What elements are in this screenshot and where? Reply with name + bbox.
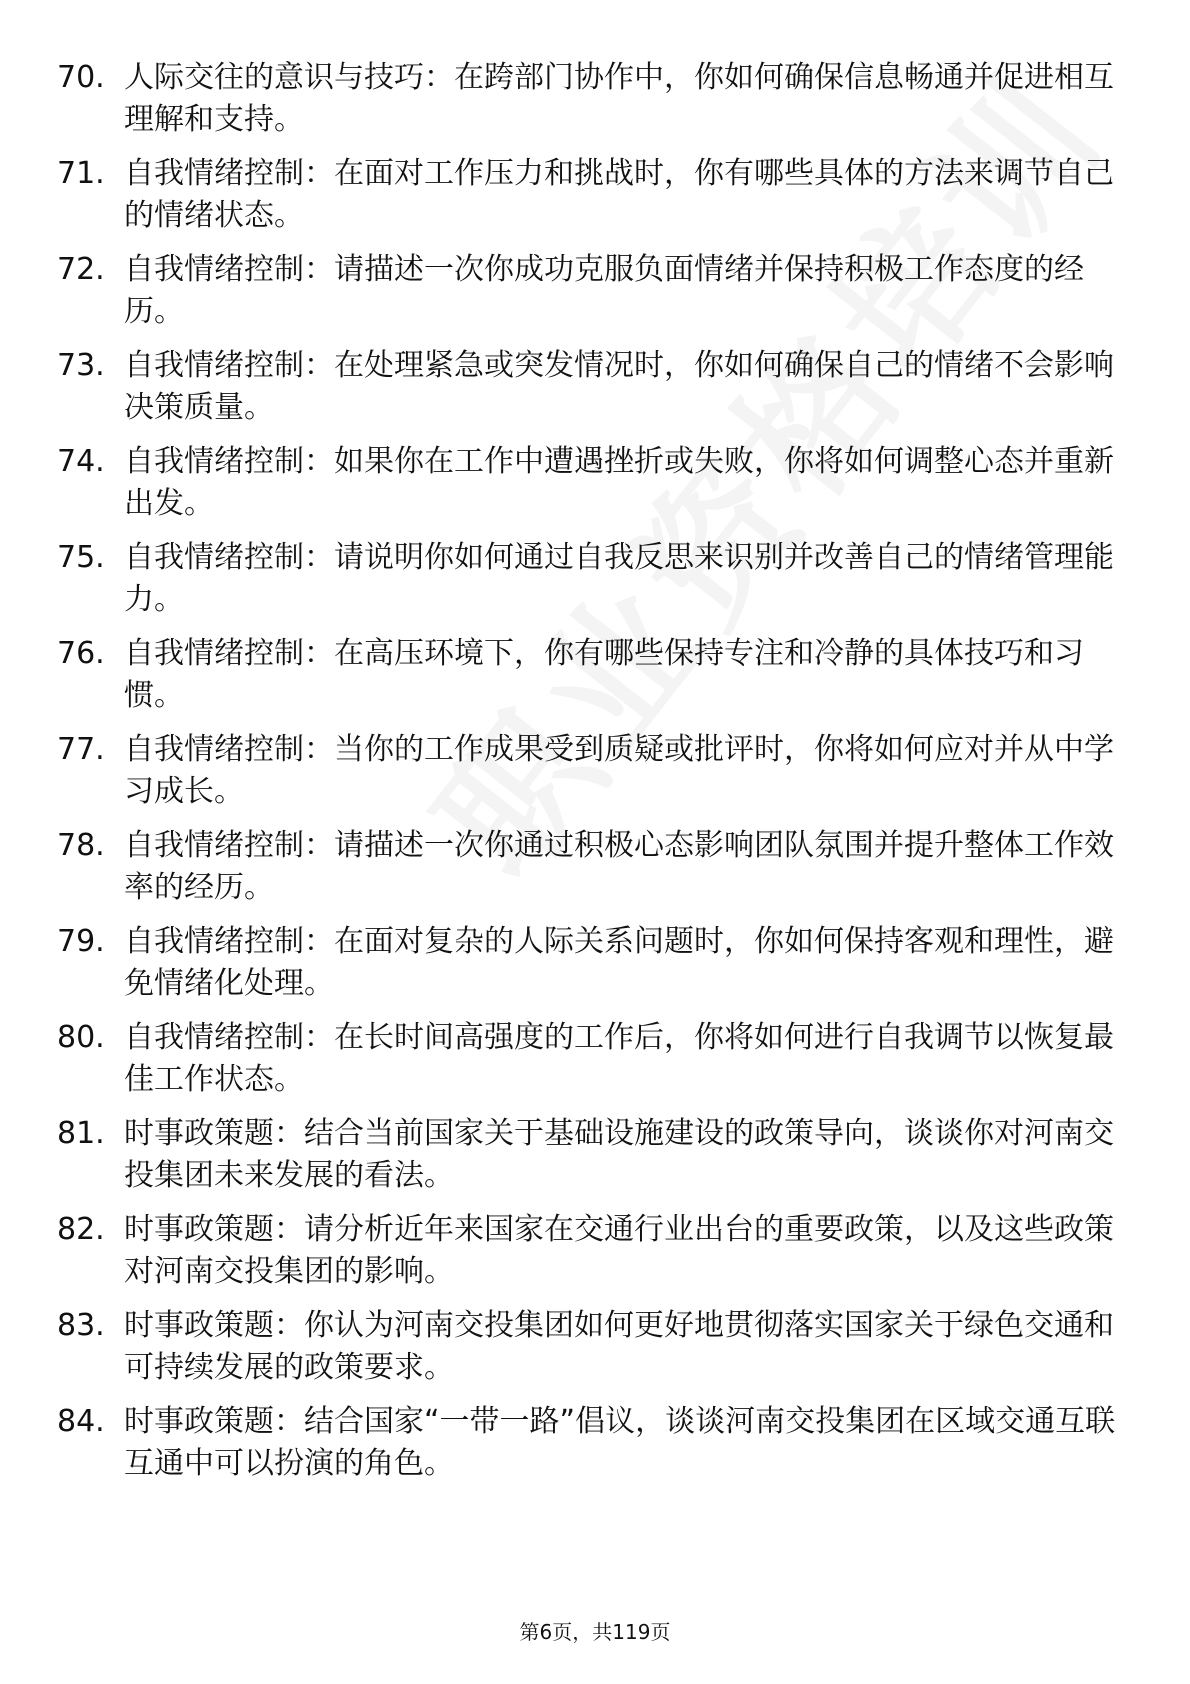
question-number: 83. xyxy=(57,1308,105,1343)
question-text: 自我情绪控制：当你的工作成果受到质疑或批评时，你将如何应对并从中学习成长。 xyxy=(124,732,1114,809)
question-number: 79. xyxy=(57,924,105,959)
question-text: 时事政策题：请分析近年来国家在交通行业出台的重要政策，以及这些政策对河南交投集团的影响。 xyxy=(124,1212,1114,1289)
question-text: 自我情绪控制：请描述一次你成功克服负面情绪并保持积极工作态度的经历。 xyxy=(124,252,1084,329)
question-item xyxy=(0,633,1190,729)
question-text: 自我情绪控制：在高压环境下，你有哪些保持专注和冷静的具体技巧和习惯。 xyxy=(124,636,1084,713)
question-number: 74. xyxy=(57,444,105,479)
question-number: 72. xyxy=(57,252,105,287)
question-item xyxy=(0,1017,1190,1113)
question-text: 时事政策题：你认为河南交投集团如何更好地贯彻落实国家关于绿色交通和可持续发展的政策要求。 xyxy=(124,1308,1114,1385)
question-number: 70. xyxy=(57,60,105,95)
question-text: 自我情绪控制：在长时间高强度的工作后，你将如何进行自我调节以恢复最佳工作状态。 xyxy=(124,1020,1114,1097)
question-text: 时事政策题：结合当前国家关于基础设施建设的政策导向，谈谈你对河南交投集团未来发展的看法。 xyxy=(124,1116,1114,1193)
question-number: 73. xyxy=(57,348,105,383)
page-footer: 第6页，共119页 xyxy=(519,1620,671,1644)
question-text: 时事政策题：结合国家“一带一路”倡议，谈谈河南交投集团在区域交通互联互通中可以扮演的角色。 xyxy=(124,1404,1116,1481)
question-number: 71. xyxy=(57,156,105,191)
question-number: 75. xyxy=(57,540,105,575)
question-item xyxy=(0,729,1190,825)
question-item xyxy=(0,57,1190,153)
question-number: 76. xyxy=(57,636,105,671)
question-text: 自我情绪控制：在处理紧急或突发情况时，你如何确保自己的情绪不会影响决策质量。 xyxy=(124,348,1114,425)
question-text: 自我情绪控制：请描述一次你通过积极心态影响团队氛围并提升整体工作效率的经历。 xyxy=(124,828,1114,905)
question-item xyxy=(0,825,1190,921)
question-text: 自我情绪控制：在面对工作压力和挑战时，你有哪些具体的方法来调节自己的情绪状态。 xyxy=(124,156,1114,233)
question-item xyxy=(0,1401,1190,1497)
question-text: 自我情绪控制：在面对复杂的人际关系问题时，你如何保持客观和理性，避免情绪化处理。 xyxy=(124,924,1114,1001)
question-list xyxy=(0,57,1190,1497)
question-item xyxy=(0,441,1190,537)
question-item xyxy=(0,921,1190,1017)
question-item xyxy=(0,345,1190,441)
question-number: 82. xyxy=(57,1212,105,1247)
question-number: 78. xyxy=(57,828,105,863)
question-item xyxy=(0,1209,1190,1305)
question-item xyxy=(0,1305,1190,1401)
question-item xyxy=(0,249,1190,345)
question-text: 自我情绪控制：如果你在工作中遭遇挫折或失败，你将如何调整心态并重新出发。 xyxy=(124,444,1114,521)
question-item xyxy=(0,1113,1190,1209)
question-number: 77. xyxy=(57,732,105,767)
question-number: 80. xyxy=(57,1020,105,1055)
question-text: 自我情绪控制：请说明你如何通过自我反思来识别并改善自己的情绪管理能力。 xyxy=(124,540,1114,617)
question-text: 人际交往的意识与技巧：在跨部门协作中，你如何确保信息畅通并促进相互理解和支持。 xyxy=(124,60,1114,137)
question-number: 81. xyxy=(57,1116,105,1151)
question-number: 84. xyxy=(57,1404,105,1439)
question-item xyxy=(0,537,1190,633)
question-item xyxy=(0,153,1190,249)
